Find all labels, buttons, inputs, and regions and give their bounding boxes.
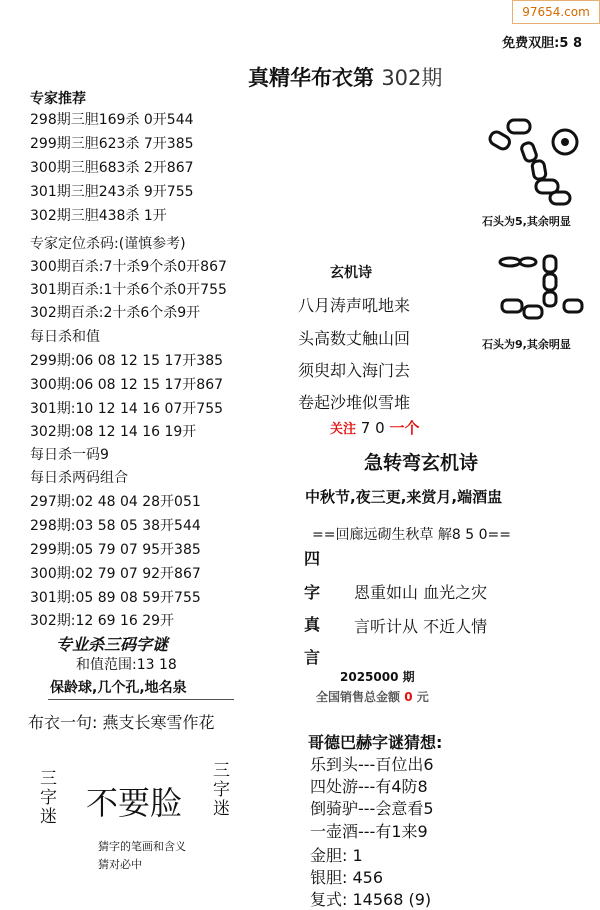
daily-two-row: 302期:12 69 16 29开	[30, 613, 175, 629]
follow-digits: 7 0	[360, 419, 385, 437]
four-words-line: 恩重如山 血光之灾	[354, 583, 488, 602]
stone-caption-2: 石头为9,其余明显	[482, 338, 571, 351]
turn-line: 中秋节,夜三更,来赏月,端酒盅	[305, 488, 503, 506]
goethe-item: 银胆: 456	[310, 868, 384, 887]
follow-label: 关注	[330, 422, 357, 437]
stone-picture-2	[488, 254, 598, 330]
position-kill-heading: 专家定位杀码:(谨慎参考)	[30, 236, 186, 252]
stone-picture-1	[470, 112, 600, 212]
daily-two-row: 298期:03 58 05 38开544	[30, 518, 201, 534]
word-riddle-left: 三字迷	[40, 769, 57, 827]
buyi-line: 布衣一句: 燕支长寒雪作花	[28, 713, 215, 732]
sales-issue: 2025000 期	[340, 670, 415, 684]
goethe-item: 金胆: 1	[310, 846, 363, 865]
word-riddle-center: 不要脸	[86, 784, 183, 822]
four-words-char: 真	[304, 615, 321, 634]
daily-two-row: 301期:05 89 08 59开755	[30, 590, 201, 606]
stone-caption-1: 石头为5,其余明显	[482, 215, 571, 228]
follow-line	[330, 417, 419, 438]
sales-unit: 元	[416, 690, 429, 704]
site-watermark: 97654.com	[512, 0, 600, 24]
goethe-item: 倒骑驴---会意看5	[310, 799, 434, 818]
goethe-item: 乐到头---百位出6	[310, 755, 434, 774]
page-title	[248, 62, 442, 92]
expert-row: 302期三胆438杀 1开	[30, 208, 167, 224]
position-kill-row: 300期百杀:7十杀9个杀0开867	[30, 259, 227, 275]
xuanji-heading: 玄机诗	[330, 265, 372, 281]
poem-line: 须臾却入海门去	[298, 361, 411, 380]
daily-two-row: 297期:02 48 04 28开051	[30, 494, 201, 510]
daily-two-row: 300期:02 79 07 92开867	[30, 566, 201, 582]
word-riddle-note: 猜字的笔画和含义	[98, 840, 186, 853]
daily-sum-row: 302期:08 12 14 16 19开	[30, 424, 197, 440]
title-main: 真精华布衣第	[248, 66, 374, 90]
poem-line: 卷起沙堆似雪堆	[298, 393, 411, 412]
riddle3-range: 和值范围:13 18	[76, 657, 177, 673]
daily-sum-row: 299期:06 08 12 15 17开385	[30, 353, 224, 369]
expert-row: 299期三胆623杀 7开385	[30, 136, 194, 152]
sales-amount: 0	[404, 690, 413, 704]
riddle3-clue: 保龄球,几个孔,地名泉	[50, 680, 187, 696]
expert-heading: 专家推荐	[30, 91, 86, 107]
follow-suffix: 一个	[389, 419, 420, 437]
goethe-item: 四处游---有4防8	[310, 777, 428, 796]
expert-row: 301期三胆243杀 9开755	[30, 184, 194, 200]
goethe-item: 一壶酒---有1来9	[310, 822, 428, 841]
turn-heading: 急转弯玄机诗	[364, 452, 479, 474]
sales-label: 全国销售总金额	[316, 690, 401, 704]
four-words-line: 言听计从 不近人情	[354, 617, 488, 636]
daily-one: 每日杀一码9	[30, 447, 109, 463]
position-kill-row: 302期百杀:2十杀6个杀9开	[30, 305, 201, 321]
poem-line: 八月涛声吼地来	[298, 296, 411, 315]
daily-two-row: 299期:05 79 07 95开385	[30, 542, 201, 558]
riddle3-heading: 专业杀三码字谜	[56, 635, 169, 654]
daily-sum-row: 301期:10 12 14 16 07开755	[30, 401, 224, 417]
poem-line: 头高数丈触山回	[298, 329, 411, 348]
word-riddle-note: 猜对必中	[98, 858, 142, 871]
sales-line	[316, 688, 429, 705]
free-double: 免费双胆:5 8	[502, 36, 582, 51]
daily-two-heading: 每日杀两码组合	[30, 470, 128, 486]
daily-sum-heading: 每日杀和值	[30, 329, 100, 345]
goethe-heading: 哥德巴赫字谜猜想:	[308, 733, 443, 752]
turn-answer: ==回廊远砌生秋草 解8 5 0==	[312, 527, 511, 543]
word-riddle-right: 三字迷	[213, 761, 230, 819]
goethe-item: 复式: 14568 (9)	[310, 890, 432, 909]
title-issue: 302期	[381, 66, 443, 90]
four-words-char: 言	[304, 648, 321, 667]
divider	[48, 699, 234, 700]
expert-row: 298期三胆169杀 0开544	[30, 112, 194, 128]
position-kill-row: 301期百杀:1十杀6个杀0开755	[30, 282, 227, 298]
four-words-char: 字	[304, 583, 321, 602]
four-words-char: 四	[304, 549, 321, 568]
expert-row: 300期三胆683杀 2开867	[30, 160, 194, 176]
daily-sum-row: 300期:06 08 12 15 17开867	[30, 377, 224, 393]
